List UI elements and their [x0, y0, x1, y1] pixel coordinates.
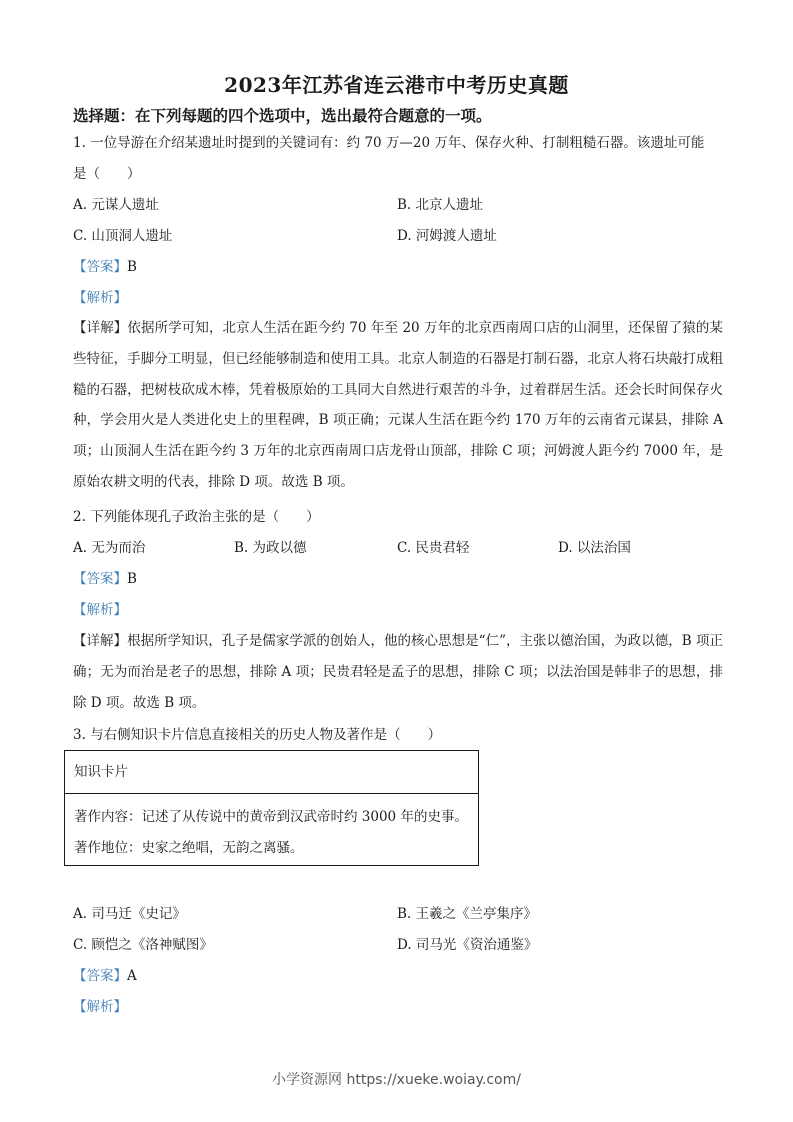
answer-tag-text: 答案: [86, 259, 114, 275]
answer-tag-text: 答案: [86, 571, 114, 587]
question-3-option-d: D. 司马光《资治通鉴》: [397, 937, 538, 953]
question-3-answer: [73, 967, 137, 985]
answer-tag-close: 】: [113, 968, 127, 984]
question-1-detail: [73, 313, 723, 498]
question-1-stem-line1: 1. 一位导游在介绍某遗址时提到的关键词有：约 70 万—20 万年、保存火种、打制粗糙石器。该遗址可能: [73, 135, 705, 151]
question-3-stem: 3. 与右侧知识卡片信息直接相关的历史人物及著作是（ ）: [73, 727, 442, 743]
answer-value: B: [127, 571, 137, 587]
question-1-answer: [73, 258, 137, 276]
question-2-answer: [73, 570, 137, 588]
question-2-option-c: C. 民贵君轻: [397, 540, 470, 556]
question-1-stem-line2: 是（ ）: [73, 166, 141, 182]
detail-tag: 【详解】: [73, 633, 128, 649]
answer-tag-open: 【: [73, 259, 87, 275]
answer-value: A: [127, 968, 137, 984]
question-2-option-b: B. 为政以德: [234, 540, 307, 556]
question-1-option-d: D. 河姆渡人遗址: [397, 228, 497, 244]
question-2-option-a: A. 无为而治: [73, 540, 146, 556]
question-2-option-d: D. 以法治国: [558, 540, 631, 556]
knowledge-card: [64, 750, 479, 866]
question-1-option-c: C. 山顶洞人遗址: [73, 228, 173, 244]
detail-text: 根据所学知识，孔子是儒家学派的创始人，他的核心思想是“仁”，主张以德治国，为政以德，B 项正确；无为而治是老子的思想，排除 A 项；民贵君轻是孟子的思想，排除 C 项；以法治国是韩非子的思想，排除 D 项。故选 B 项。: [73, 633, 724, 711]
question-3-analysis-tag: 【解析】: [73, 999, 127, 1015]
answer-tag-open: 【: [73, 571, 87, 587]
footer-watermark: 小学资源网 https://xueke.woiay.com/: [272, 1072, 521, 1088]
document-title: 2023年江苏省连云港市中考历史真题: [224, 73, 569, 97]
question-3-option-b: B. 王羲之《兰亭集序》: [397, 906, 538, 922]
question-2-analysis-tag: 【解析】: [73, 602, 127, 618]
knowledge-card-line1: 著作内容：记述了从传说中的黄帝到汉武帝时约 3000 年的史事。: [74, 809, 468, 825]
question-1-option-a: A. 元谋人遗址: [73, 197, 159, 213]
answer-tag-open: 【: [73, 968, 87, 984]
answer-value: B: [127, 259, 137, 275]
question-3-option-c: C. 顾恺之《洛神赋图》: [73, 937, 213, 953]
question-1-analysis-tag: 【解析】: [73, 290, 127, 306]
answer-tag-close: 】: [113, 259, 127, 275]
question-1-option-b: B. 北京人遗址: [397, 197, 484, 213]
question-2-detail: [73, 626, 723, 718]
answer-tag-text: 答案: [86, 968, 114, 984]
knowledge-card-header: 知识卡片: [65, 751, 478, 794]
section-heading: 选择题：在下列每题的四个选项中，选出最符合题意的一项。: [73, 106, 492, 125]
question-3-option-a: A. 司马迁《史记》: [73, 906, 186, 922]
knowledge-card-line2: 著作地位：史家之绝唱，无韵之离骚。: [74, 840, 304, 856]
answer-tag-close: 】: [113, 571, 127, 587]
knowledge-card-body: [65, 794, 478, 864]
detail-text: 依据所学可知，北京人生活在距今约 70 年至 20 万年的北京西南周口店的山洞里，还保留了猿的某些特征，手脚分工明显，但已经能够制造和使用工具。北京人制造的石器是打制石器，北京人将石块敲打成粗糙的石器，把树枝砍成木棒，凭着极原始的工具同大自然进行艰苦的斗争，过着群居生活。还会长时间保存火种，学会用火是人类进化史上的里程碑，B 项正确；元谋人生活在距今约 170 万年的云南省元谋县，排除 A 项；山顶洞人生活在距今约 3 万年的北京西南周口店龙骨山顶部，排除 C 项；河姆渡人距今约 7000 年，是原始农耕文明的代表，排除 D 项。故选 B 项。: [73, 320, 723, 490]
detail-tag: 【详解】: [73, 320, 128, 336]
question-2-stem: 2. 下列能体现孔子政治主张的是（ ）: [73, 509, 320, 525]
